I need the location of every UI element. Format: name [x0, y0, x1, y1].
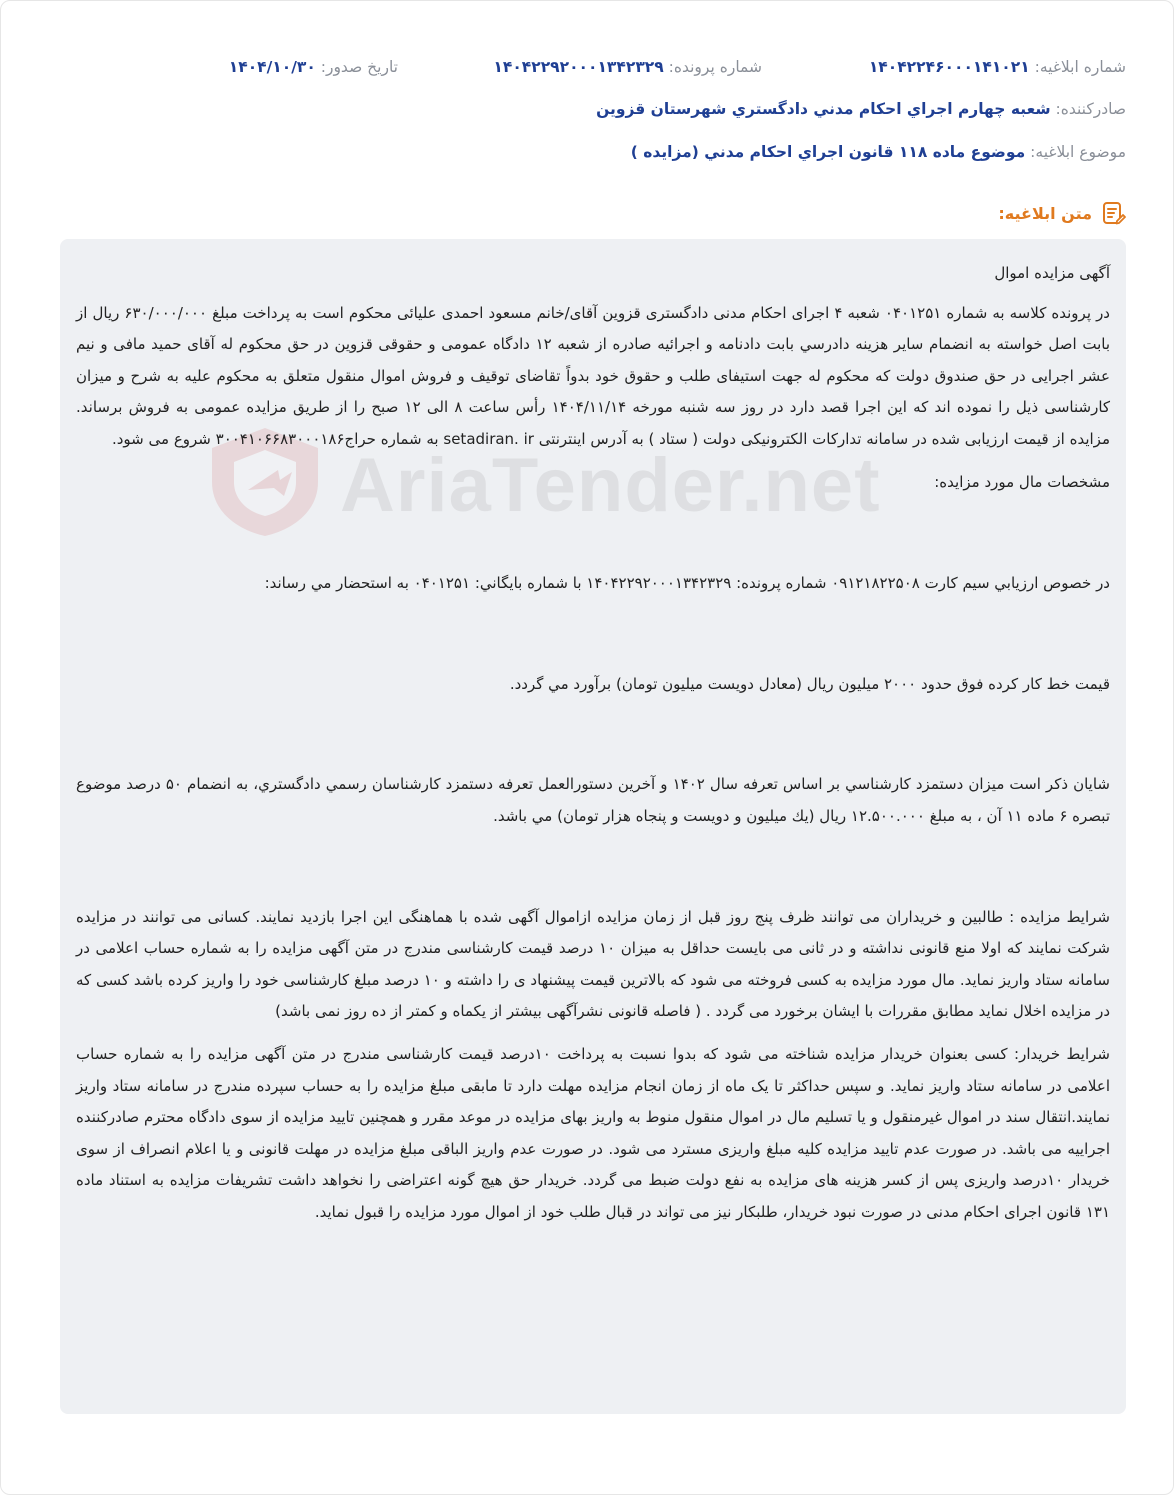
auction-conditions: شرایط مزایده : طالبین و خریداران می توانند ظرف پنج روز قبل از زمان مزایده ازاموال آگهی شده با هماهنگی این اجرا بازدید نمایند. کسانی می توانند در مزایده شرکت نمایند که اولا منع قانونی نداشته و در ثانی می بایست حداقل به میزان ۱۰ درصد قیمت کارشناسی مندرج در متن آگهی مزایده را به شماره حساب اعلامی در سامانه ستاد واریز نماید. مال مورد مزایده به کسی فروخته می شود که بالاترین قیمت پیشنهاد ی را داشته و ۱۰ درصد مبلغ کارشناسی خود را واریز کرده باشد کسی که در مزایده اخلال نماید مطابق مقررات با ایشان برخورد می گردد . ( فاصله قانونی نشرآگهی بیشتر از یکماه و کمتر از ده روز نمی باشد) — [76, 907, 1110, 1021]
case-number-value: ۱۴۰۴۲۲۹۲۰۰۰۱۳۴۲۳۲۹ — [493, 58, 664, 76]
header-row-subject — [48, 143, 1126, 161]
issuer-label: صادرکننده: — [1055, 100, 1126, 118]
buyer-conditions: شرایط خریدار: کسی بعنوان خریدار مزایده شناخته می شود که بدوا نسبت به پرداخت ۱۰درصد قیمت کارشناسی مندرج در متن آگهی مزایده را به شماره حساب اعلامی در سامانه ستاد واریز نماید. و سپس حداکثر تا یک ماه از زمان انجام مزایده مهلت دارد تا مابقی مبلغ مزایده را به حساب سپرده مندرج در سامانه ستاد واریز نمایند.انتقال سند در اموال غیرمنقول و یا تسلیم مال در اموال منقول منوط به واریز بهای مزایده در موعد مقرر و همچنین تایید مزایده از سوی دادگاه محترم صادرکننده اجراییه می باشد. در صورت عدم تایید مزایده کلیه مبلغ واریزی مسترد می شود. در صورت عدم واریز الباقی مبلغ مزایده در مهلت قانونی و یا اعلام انصراف از سوی خریدار ۱۰درصد واریزی پس از کسر هزینه های مزایده به نفع دولت ضبط می گردد. خریدار حق هیچ گونه اعتراضی را نخواهد داشت تشریفات مزایده به استناد ماده ۱۳۱ قانون اجرای احکام مدنی در صورت نبود خریدار، طلبکار نیز می تواند در قبال طلب خود از اموال مورد مزایده را قبول نماید. — [76, 1044, 1110, 1221]
notice-body — [76, 258, 1110, 1228]
subject-value: موضوع ماده ۱۱۸ قانون اجراي احكام مدني (مزايده ) — [630, 143, 1026, 161]
notice-number-label: شماره ابلاغیه: — [1034, 58, 1126, 76]
notice-number-value: ۱۴۰۴۲۲۴۶۰۰۰۱۴۱۰۲۱ — [868, 58, 1030, 76]
issue-date-value: ۱۴۰۴/۱۰/۳۰ — [228, 58, 316, 76]
notice-paragraph-1: در پرونده کلاسه به شماره ۰۴۰۱۲۵۱ شعبه ۴ اجرای احکام مدنی دادگستری قزوین آقای/خانم مسعود احمدی علیائی محکوم است به پرداخت مبلغ ۶۳۰/۰۰۰/۰۰۰ ریال از بابت اصل خواسته به انضمام سایر هزینه دادرسي بابت دادنامه و اجرائیه صادره از شعبه ۱۲ دادگاه عمومی و حقوقی قزوین در حق محکوم له آقای حمید مافی و نیم عشر اجرایی در حق صندوق دولت که محکوم له جهت استیفای طلب و حقوق خود بدواً تقاضای توقیف و فروش اموال منقول متعلق به محکوم علیه به شرح و میزان کارشناسی ذیل را نموده اند که این اجرا قصد دارد در روز سه شنبه مورخه ۱۴۰۴/۱۱/۱۴ رأس ساعت ۸ الی ۱۲ صبح را از طریق مزایده عمومی به فروش برساند. مزایده از قیمت ارزیابی شده در سامانه تدارکات الکترونیکی دولت ( ستاد ) به آدرس اینترنتی setadiran. ir به شماره حراج۳۰۰۴۱۰۶۶۸۳۰۰۰۱۸۶ شروع می شود. — [76, 303, 1111, 448]
issue-date — [229, 58, 398, 76]
notice-document-icon — [1100, 200, 1126, 226]
issuer-value: شعبه چهارم اجراي احكام مدني دادگستري شهرستان قزوين — [596, 100, 1051, 118]
specs-title: مشخصات مال مورد مزایده: — [934, 472, 1110, 491]
case-number-label: شماره پرونده: — [668, 58, 762, 76]
notice-number — [869, 58, 1126, 76]
header-row-numbers — [48, 58, 1126, 82]
header-row-issuer — [48, 100, 1126, 118]
issue-date-label: تاریخ صدور: — [320, 58, 398, 76]
notice-paragraph-4: شايان ذكر است ميزان دستمزد كارشناسي بر اساس تعرفه سال ۱۴۰۲ و آخرين دستورالعمل تعرفه دستمزد كارشناسان رسمي دادگستري، به انضمام ۵۰ درصد موضوع تبصره ۶ ماده ۱۱ آن ، به مبلغ ۱۲.۵۰۰.۰۰۰ ريال (يك ميليون و دويست و پنجاه هزار تومان) مي باشد. — [76, 775, 1110, 825]
subject-label: موضوع ابلاغیه: — [1030, 143, 1126, 161]
case-number — [493, 58, 762, 76]
notice-paragraph-2: در خصوص ارزيابي سيم كارت ۰۹۱۲۱۸۲۲۵۰۸ شماره پرونده: ۱۴۰۴۲۲۹۲۰۰۰۱۳۴۲۳۲۹ با شماره بايگاني: ۰۴۰۱۲۵۱ به استحضار مي رساند: — [264, 574, 1110, 593]
notice-text-section-title — [998, 200, 1126, 226]
section-title-text: متن ابلاغیه: — [998, 203, 1092, 223]
notice-paragraph-3: قيمت خط كار كرده فوق حدود ۲۰۰۰ ميليون ريال (معادل دويست ميليون تومان) برآورد مي گردد. — [509, 674, 1110, 693]
notice-heading: آگهی مزایده اموال — [994, 264, 1110, 282]
